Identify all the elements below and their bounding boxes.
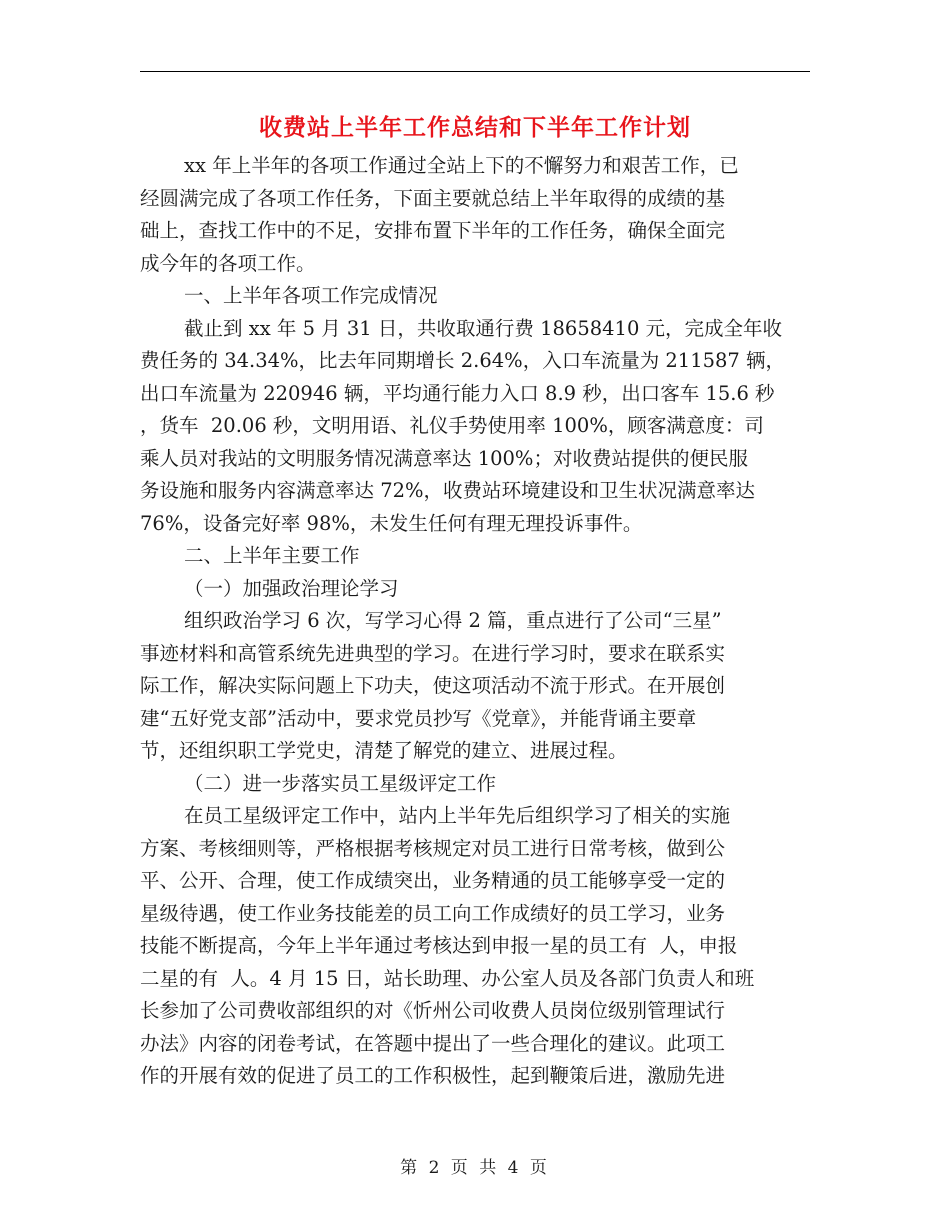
statistics-paragraph: [140, 313, 810, 541]
heading-line: 一、上半年各项工作完成情况: [184, 284, 438, 307]
heading-line: （二）进一步落实员工星级评定工作: [184, 771, 497, 795]
heading-line: 二、上半年主要工作: [184, 544, 360, 567]
document-body: [140, 150, 810, 1093]
text-line: 技能不断提高，今年上半年通过考核达到申报一星的员工有 人，申报: [140, 934, 738, 957]
text-line: 事迹材料和高管系统先进典型的学习。在进行学习时，要求在联系实: [140, 641, 726, 665]
text-line: 作的开展有效的促进了员工的工作积极性，起到鞭策后进，激励先进: [140, 1064, 726, 1087]
header-rule: [140, 71, 810, 72]
text-line: 际工作，解决实际问题上下功夫，使这项活动不流于形式。在开展创: [140, 674, 726, 697]
text-line: 星级待遇，使工作业务技能差的员工向工作成绩好的员工学习，业务: [140, 901, 726, 925]
subsection-heading-1: [140, 573, 810, 606]
text-line: 在员工星级评定工作中，站内上半年先后组织学习了相关的实施: [184, 804, 731, 827]
text-line: xx 年上半年的各项工作通过全站上下的不懈努力和艰苦工作，已: [184, 154, 739, 177]
text-line: 节，还组织职工学党史，清楚了解党的建立、进展过程。: [140, 739, 628, 762]
text-line: 组织政治学习 6 次，写学习心得 2 篇，重点进行了公司“三星”: [184, 609, 722, 632]
text-line: 方案、考核细则等，严格根据考核规定对员工进行日常考核，做到公: [140, 836, 726, 860]
section-heading-2: [140, 540, 810, 573]
rating-paragraph: [140, 800, 810, 1093]
text-line: 出口车流量为 220946 辆，平均通行能力入口 8.9 秒，出口客车 15.6 秒: [140, 381, 775, 405]
text-line: 经圆满完成了各项工作任务，下面主要就总结上半年取得的成绩的基: [140, 186, 726, 210]
document-title: 收费站上半年工作总结和下半年工作计划: [259, 115, 691, 141]
text-line: 础上，查找工作中的不足，安排布置下半年的工作任务，确保全面完: [140, 219, 726, 242]
intro-paragraph: [140, 150, 810, 280]
text-line: 长参加了公司费收部组织的对《忻州公司收费人员岗位级别管理试行: [140, 999, 726, 1022]
study-paragraph: [140, 605, 810, 768]
text-line: 务设施和服务内容满意率达 72%，收费站环境建设和卫生状况满意率达: [140, 479, 756, 502]
page-number-footer: 第 2 页 共 4 页: [400, 1158, 550, 1178]
text-line: 76%，设备完好率 98%，未发生任何有理无理投诉事件。: [140, 511, 643, 535]
text-line: 二星的有 人。4 月 15 日，站长助理、办公室人员及各部门负责人和班: [140, 966, 755, 990]
text-line: 费任务的 34.34%，比去年同期增长 2.64%，入口车流量为 211587 辆，: [140, 349, 786, 372]
text-line: ，货车 20.06 秒，文明用语、礼仪手势使用率 100%，顾客满意度：司: [140, 414, 764, 437]
text-line: 平、公开、合理，使工作成绩突出，业务精通的员工能够享受一定的: [140, 869, 726, 892]
section-heading-1: [140, 280, 810, 313]
heading-line: （一）加强政治理论学习: [184, 576, 399, 600]
text-line: 截止到 xx 年 5 月 31 日，共收取通行费 18658410 元，完成全年收: [184, 316, 783, 340]
text-line: 成今年的各项工作。: [140, 251, 316, 275]
subsection-heading-2: [140, 768, 810, 801]
text-line: 乘人员对我站的文明服务情况满意率达 100%；对收费站提供的便民服: [140, 446, 748, 470]
text-line: 办法》内容的闭卷考试，在答题中提出了一些合理化的建议。此项工: [140, 1031, 726, 1055]
text-line: 建“五好党支部”活动中，要求党员抄写《党章》，并能背诵主要章: [140, 706, 697, 730]
